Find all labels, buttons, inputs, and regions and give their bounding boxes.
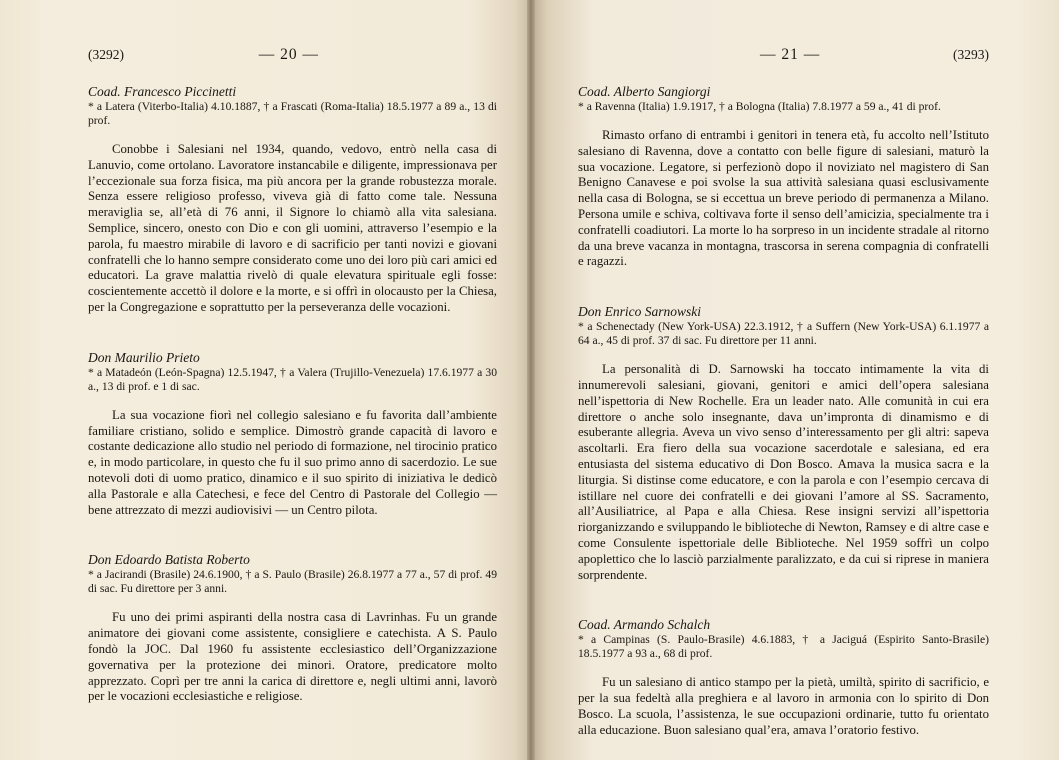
entry-dates: * a Jacirandi (Brasile) 24.6.1900, † a S. Paulo (Brasile) 26.8.1977 a 77 a., 57 di prof. 49 di sac. Fu direttore per 3 anni.: [88, 568, 497, 596]
right-page-number: — 21 —: [760, 46, 821, 63]
entry-name: Coad. Alberto Sangiorgi: [578, 84, 711, 99]
entry-text: La sua vocazione fiorì nel collegio salesiano e fu favorita dall’ambiente familiare cristiano, solido e semplice. Dimostrò grande capacità di lavoro e costante dedicazione allo studio nel periodo di formazione, nel tirocinio pratico e, in modo particolare, in questo che fu il suo primo anno di sacerdozio. Le sue notevoli doti di uomo pratico, dinamico e il suo spirito di iniziativa le dedicò alla Pastorale e alla Catechesi, e fece del Centro di Pastorale del Collegio — bene attrezzato di mezzi audiovisivi — un Centro pilota.: [88, 407, 497, 517]
entry-name: Don Maurilio Prieto: [88, 349, 200, 365]
entry-text: Fu un salesiano di antico stampo per la pietà, umiltà, spirito di sacrificio, e per la sua fedeltà alla preghiera e al lavoro in armonia con lo spirito di Don Bosco. La scuola, l’assistenza, le sue occupazioni ordinarie, tutto fu orientato alla educazione. Buon salesiano qual’era, amava l’oratorio festivo.: [578, 675, 989, 737]
entry-dates: * a Schenectady (New York-USA) 22.3.1912, † a Suffern (New York-USA) 6.1.1977 a 64 a., 45 di prof. 37 di sac. Fu direttore per 11 anni.: [578, 320, 989, 348]
left-page-header: [88, 46, 497, 62]
entry-dates: * a Campinas (S. Paulo-Brasile) 4.6.1883, † a Jaciguá (Espirito Santo-Brasile) 18.5.1977 a 93 a., 68 di prof.: [578, 633, 989, 661]
obituary-entry: [578, 84, 989, 270]
right-page: [531, 0, 1059, 760]
entry-name: Don Enrico Sarnowski: [578, 304, 701, 320]
entry-dates: * a Ravenna (Italia) 1.9.1917, † a Bologna (Italia) 7.8.1977 a 59 a., 41 di prof.: [578, 100, 941, 113]
obituary-entry: [578, 617, 989, 738]
book-gutter: [527, 0, 535, 760]
obituary-entry: [88, 84, 497, 316]
obituary-entry: [88, 552, 497, 705]
entry-text: Fu uno dei primi aspiranti della nostra casa di Lavrinhas. Fu un grande animatore dei giovani come assistente, consigliere e catechista. A S. Paulo fondò la JOC. Dal 1960 fu assistente ecclesiastico dell’Organizzazione governativa per la protezione dei minori. Oratore, predicatore molto apprezzato. Coprì per tre anni la carica di direttore e, negli ultimi anni, lavorò per le vocazioni ecclesiastiche e religiose.: [88, 610, 497, 704]
entry-name: Coad. Armando Schalch: [578, 617, 711, 633]
entry-text: Conobbe i Salesiani nel 1934, quando, vedovo, entrò nella casa di Lanuvio, come ortolano. Lavoratore instancabile e diligente, impressionava per l’eccezionale sua forza fisica, ma più ancora per la grande robustezza morale. Senza essere religioso professo, viveva già di fatto come tale. Nessuna meraviglia se, all’età di 76 anni, il Signore lo chiamò alla vita salesiana. Semplice, sincero, onesto con Dio e con gli uomini, attraverso l’esempio e la parola, fu maestro mirabile di lavoro e di sacrificio per tanti novizi e giovani confratelli che lo hanno sempre considerato come uno dei loro più cari amici ed educatori. La grave malattia rivelò di quale elevatura spirituale egli fosse: coscientemente accettò il dolore e la morte, e si offrì in olocausto per la Chiesa, per la Congregazione e soprattutto per la perseveranza delle vocazioni.: [88, 142, 497, 314]
right-page-header: [578, 46, 989, 62]
right-folio: (3293): [953, 47, 989, 62]
left-page-number: — 20 —: [258, 46, 319, 63]
entry-name: Coad. Francesco Piccinetti: [88, 84, 237, 99]
entry-text: Rimasto orfano di entrambi i genitori in tenera età, fu accolto nell’Istituto salesiano di Ravenna, dove a contatto con belle figure di salesiani, maturò la sua vocazione. Legatore, si perfezionò dopo il noviziato nel magistero di San Benigno Canavese e poi svolse la sua attività salesiana quasi esclusivamente nella casa di Bologna, se si eccettua un breve periodo di permanenza a Milano. Persona umile e schiva, coltivava forte il senso dell’amicizia, specialmente tra i confratelli coadiutori. La morte lo ha sorpreso in un incidente stradale al ritorno da una breve vacanza in montagna, trascorsa in serena compagnia di confratelli e ragazzi.: [578, 128, 989, 269]
obituary-entry: [88, 350, 497, 519]
entry-text: La personalità di D. Sarnowski ha toccato intimamente la vita di innumerevoli salesiani, giovani, genitori e amici dell’opera salesiana nell’ispettoria di New Rochelle. Era un leader nato. Alle comunità in cui era direttore o anche solo insegnante, dava un’impronta di dinamismo e di esuberante allegria. Aveva un vivo senso d’interessamento per gli altri: sapeva ascoltarli. Era fiero della sua vocazione sacerdotale e salesiana, ed era entusiasta del sistema educativo di Don Bosco. Amava la musica sacra e la liturgia. Si distinse come educatore, e con la parola e con l’esempio cercava di istillare nel cuore dei confratelli e dei giovani l’amore al SS. Sacramento, all’Ausiliatrice, al Papa e alla Chiesa. Rese insigni servizi all’ispettoria riorganizzando e sviluppando le biblioteche di Newton, Ramsey e di altre case e come Consulente ispettoriale delle Biblioteche. Nel 1959 soffrì un colpo apoplettico che lo lasciò parzialmente paralizzato, e da cui si riprese in maniera sorprendente.: [578, 362, 989, 582]
obituary-entry: [578, 304, 989, 583]
left-folio: (3292): [88, 47, 124, 62]
entry-name: Don Edoardo Batista Roberto: [88, 552, 250, 568]
entry-dates: * a Matadeón (León-Spagna) 12.5.1947, † a Valera (Trujillo-Venezuela) 17.6.1977 a 30 a., 13 di prof. e 1 di sac.: [88, 365, 497, 393]
entry-dates: * a Latera (Viterbo-Italia) 4.10.1887, † a Frascati (Roma-Italia) 18.5.1977 a 89 a., 13 di prof.: [88, 100, 497, 127]
